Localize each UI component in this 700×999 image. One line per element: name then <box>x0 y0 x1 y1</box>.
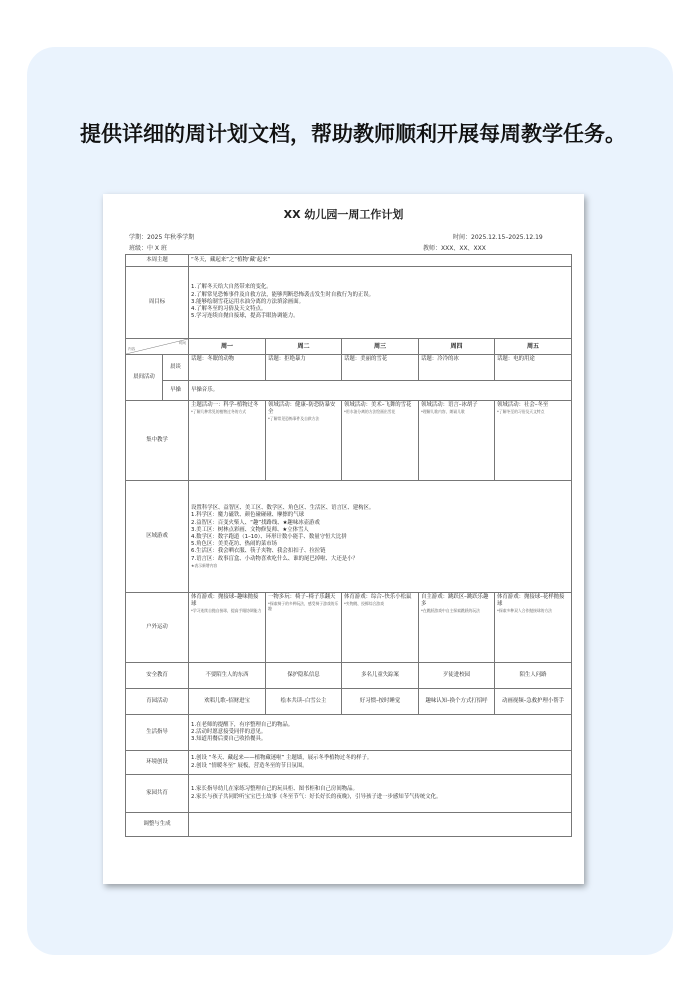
parenting-cell: 好习惯–按时睡觉 <box>342 689 419 715</box>
adjust-row <box>126 813 572 837</box>
group-note: *了解冬至的习俗及天文特点 <box>497 409 545 415</box>
outdoor-text: 体育游戏：综合–快乐小松鼠 <box>344 594 412 600</box>
day-header: 周三 <box>342 339 419 355</box>
family-line: 2.家长与孩子共同聆听宝宝巴士故事《冬至节气：好长好长的夜晚》，引导孩子进一步感知节气传统文化。 <box>191 793 442 800</box>
area-line: 4.数学区：数字跑道（1–10）、环形计数小能手、数量守恒大比拼 <box>191 534 347 540</box>
talk-cell: 话题：冬眠的动物 <box>189 355 266 381</box>
goal-item: 1.了解冬天给大自然带来的变化。 <box>191 284 272 291</box>
adjust-value <box>189 813 572 837</box>
outdoor-text: 体育游戏：抛接球–趣味抛接球 <box>191 594 259 608</box>
group-teaching-row <box>126 401 572 481</box>
group-text: 领域活动：语言–冰胡子 <box>421 402 478 408</box>
morning-label: 晨间活动 <box>126 355 163 401</box>
env-line: 1.创设 “冬天、藏起来——植物藏迷啦” 主题墙，展示冬季植物过冬的样子。 <box>191 755 373 762</box>
plan-table <box>125 254 572 837</box>
area-line: 6.生活区：我会晒衣服、筷子夹物、我会扣扣子、拉拉链 <box>191 548 326 555</box>
outdoor-text: 体育游戏：抛接球–花样抛接球 <box>497 594 565 608</box>
parenting-cell: 趣味认知–换个方式打招呼 <box>419 689 495 715</box>
talk-cell: 话题：冷冷的冰 <box>419 355 495 381</box>
parenting-cell: 欢唱儿歌–招财进宝 <box>189 689 266 715</box>
group-note: *用水油分离的方法绘画出雪花 <box>344 409 396 415</box>
area-games-row <box>126 481 572 593</box>
env-label: 环境创设 <box>126 751 189 775</box>
talk-label: 晨谈 <box>163 355 189 381</box>
theme-value: “冬天，藏起来”之“植物‘藏’起来” <box>189 255 572 267</box>
day-header: 周五 <box>495 339 572 355</box>
safety-cell: 多名儿童失踪案 <box>342 663 419 689</box>
document-title: XX 幼儿园一周工作计划 <box>283 208 404 221</box>
group-text: 领域活动：健康–防恐防暴安全 <box>268 402 336 416</box>
family-label: 家园共育 <box>126 775 189 813</box>
group-cell <box>342 401 419 481</box>
outdoor-row <box>126 593 572 663</box>
headline: 提供详细的周计划文档，帮助教师顺利开展每周教学任务。 <box>80 122 626 146</box>
corner-content-label: 内容 <box>128 346 136 351</box>
parenting-cell: 绘本共读–白雪公主 <box>266 689 342 715</box>
goal-item: 4.了解冬至的习俗及天文特点。 <box>191 306 267 313</box>
area-list <box>189 481 572 593</box>
talk-cell: 话题：电的用途 <box>495 355 572 381</box>
corner-header <box>126 339 189 355</box>
family-list <box>189 775 572 813</box>
safety-row <box>126 663 572 689</box>
outdoor-cell <box>495 593 572 663</box>
outdoor-note: *探索多种双人合作抛接球的方法 <box>497 608 553 614</box>
safety-cell: 不要陌生人的东西 <box>189 663 266 689</box>
group-label: 集中教学 <box>126 401 189 481</box>
area-line: 7.语言区：故事盲盒、小动物喜欢吃什么、谁的尾巴掉啦、大还是小？ <box>191 555 358 562</box>
outdoor-text: 自主游戏：跳跃区–跳跃乐趣多 <box>421 594 489 608</box>
morning-talk-row <box>126 355 572 381</box>
area-line: 设置科学区、益智区、美工区、数学区、角色区、生活区、语言区、建构区。 <box>191 505 375 512</box>
life-line: 3.知道用餐后要自己收拾餐具。 <box>191 736 267 743</box>
outdoor-text: 一物多玩：椅子–椅子乐翻天 <box>268 594 336 600</box>
outdoor-cell <box>266 593 342 663</box>
env-row <box>126 751 572 775</box>
group-cell <box>419 401 495 481</box>
parenting-label: 育园活动 <box>126 689 189 715</box>
area-line: 3.美工区：树林点彩画、文物修复师、★立体雪人 <box>191 526 309 533</box>
time-info: 时间：2025.12.15–2025.12.19 <box>453 234 543 241</box>
safety-cell: 歹徒进校园 <box>419 663 495 689</box>
theme-row <box>126 255 572 267</box>
group-cell <box>189 401 266 481</box>
exercise-row <box>126 381 572 401</box>
goals-list <box>189 267 572 339</box>
goal-item: 3.能够绘制雪花运用水油分离的方法填涂画面。 <box>191 298 304 305</box>
group-text: 领域活动：美术–飞舞的雪花 <box>344 402 412 408</box>
group-note: *理解儿歌内容，朗诵儿歌 <box>421 409 465 415</box>
life-line: 1.在老师的提醒下，有序整理自己的物品。 <box>191 721 294 728</box>
outdoor-note: *夹物跳、投掷综合游戏 <box>344 601 384 607</box>
group-text: 主题活动一：科学–植物过冬 <box>191 402 259 408</box>
corner-time-label: 时间 <box>178 341 187 345</box>
area-line: 1.科学区：魔力磁铁、颜色碰碰碰、摩擦的气球 <box>191 512 304 519</box>
group-note: *了解常见恐怖事件及自救方法 <box>268 416 320 422</box>
talk-cell: 话题：拒绝暴力 <box>266 355 342 381</box>
area-line: 2.益智区：百变火柴人、“趣”找路线、★趣味冰壶游戏 <box>191 519 320 526</box>
life-label: 生活指导 <box>126 715 189 751</box>
exercise-label: 早操 <box>163 381 189 401</box>
adjust-label: 调整与生成 <box>126 813 189 837</box>
safety-cell: 保护隐私信息 <box>266 663 342 689</box>
group-cell <box>266 401 342 481</box>
area-label: 区域游戏 <box>126 481 189 593</box>
outdoor-note: *在跳跃游戏中自主探索跳跃的玩法 <box>421 608 480 614</box>
goals-label: 周目标 <box>126 267 189 339</box>
outdoor-label: 户外运动 <box>126 593 189 663</box>
talk-cell: 话题：美丽的雪花 <box>342 355 419 381</box>
safety-cell: 陌生人问路 <box>495 663 572 689</box>
outdoor-cell <box>342 593 419 663</box>
semester-info: 学期：2025 年秋季学期 <box>129 234 195 241</box>
outdoor-cell <box>419 593 495 663</box>
outdoor-cell <box>189 593 266 663</box>
life-list <box>189 715 572 751</box>
area-legend: ★表示新增内容 <box>191 562 218 568</box>
weekly-plan-document <box>103 194 584 884</box>
outdoor-note: *探索椅子的多种玩法，感受椅子游戏的乐趣 <box>268 601 339 612</box>
parenting-cell: 动画视频–急救护理小帮手 <box>495 689 572 715</box>
life-line: 2.活动时愿意接受同伴的意见。 <box>191 728 267 735</box>
group-note: *了解几种常见的植物过冬的方式 <box>191 409 247 415</box>
safety-label: 安全教育 <box>126 663 189 689</box>
family-line: 1.家长指导幼儿在家练习整理自己的玩具柜、图书柜和自己房间物品。 <box>191 786 358 793</box>
life-row <box>126 715 572 751</box>
group-text: 领域活动：社会–冬至 <box>497 402 549 408</box>
class-info: 班级：中 X 班 <box>129 245 167 252</box>
group-cell <box>495 401 572 481</box>
exercise-value: 早操音乐。 <box>189 381 572 401</box>
day-header: 周二 <box>266 339 342 355</box>
outdoor-note: *学习连续自抛自接球，提高手眼协调能力 <box>191 608 262 614</box>
goal-item: 5.学习连续自抛自接球，提高手眼协调能力。 <box>191 313 299 320</box>
family-row <box>126 775 572 813</box>
env-list <box>189 751 572 775</box>
goals-row <box>126 267 572 339</box>
teacher-info: 教师：XXX、XX、XXX <box>423 245 486 252</box>
parenting-row <box>126 689 572 715</box>
day-header-row <box>126 339 572 355</box>
day-header: 周一 <box>189 339 266 355</box>
goal-item: 2.了解常见恐怖事件及自救方法，能够判断恐怖袭击发生时自救行为的正误。 <box>191 291 375 298</box>
day-header: 周四 <box>419 339 495 355</box>
env-line: 2.创设 “情暖冬至” 展板，营造冬至的节日氛围。 <box>191 762 308 769</box>
theme-label: 本周主题 <box>126 255 189 267</box>
area-line: 5.角色区：美美花坊、热闹的菜市场 <box>191 541 278 548</box>
